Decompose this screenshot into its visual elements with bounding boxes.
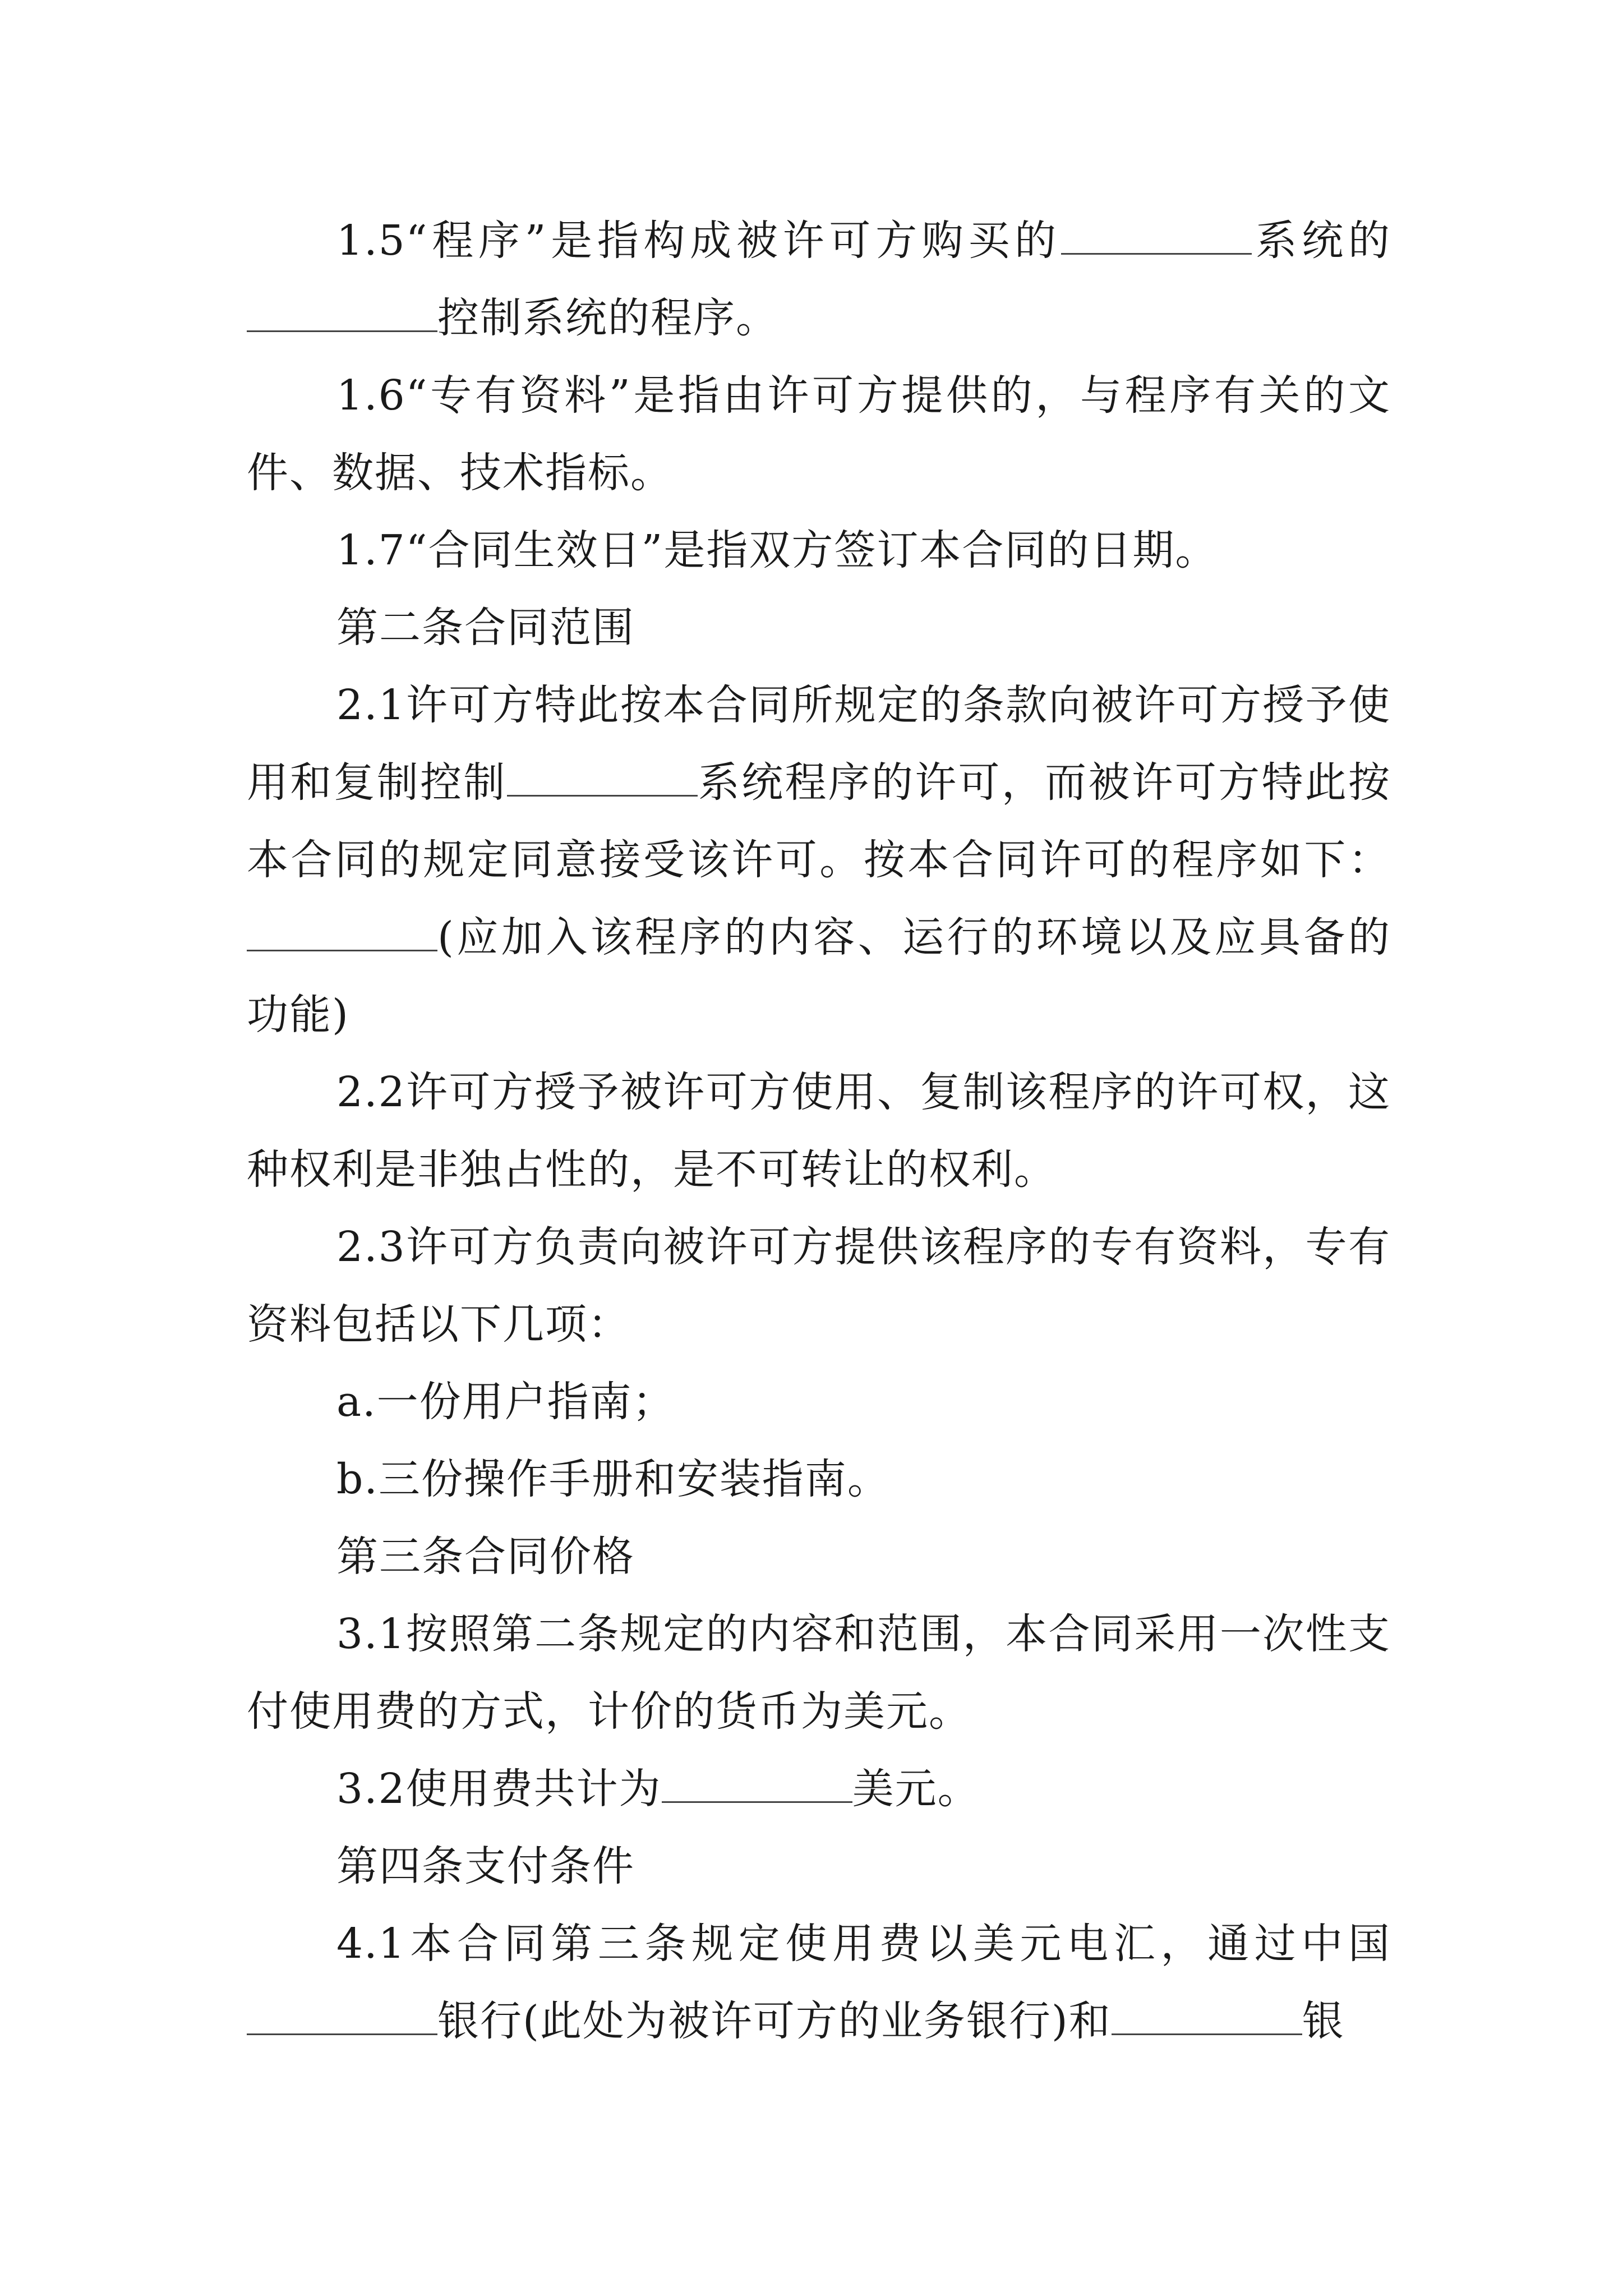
paragraph [247, 589, 1391, 666]
paragraph-text: 银 [1302, 1997, 1345, 2045]
paragraph [247, 1441, 1391, 1518]
paragraph [247, 512, 1391, 589]
fill-in-blank [247, 297, 437, 332]
paragraph-text: 1.7“合同生效日”是指双方签订本合同的日期。 [336, 526, 1218, 574]
paragraph-text: 系统程序的许可，而被许可方特此按本合同的规定同意接受该许可。按本合同许可的程序如下： [247, 758, 1391, 884]
paragraph [247, 1363, 1391, 1441]
paragraph [247, 1905, 1391, 2060]
fill-in-blank [247, 2000, 437, 2035]
paragraph-text: (应加入该程序的内容、运行的环境以及应具备的功能) [247, 913, 1391, 1039]
paragraph-text: 2.2许可方授予被许可方使用、复制该程序的许可权，这种权利是非独占性的，是不可转让的权利。 [247, 1068, 1391, 1194]
paragraph-text: 3.2使用费共计为 [336, 1765, 662, 1813]
fill-in-blank [662, 1768, 852, 1803]
paragraph [247, 1053, 1391, 1208]
paragraph-text: 第四条支付条件 [336, 1842, 635, 1890]
paragraph-text: 系统的 [1251, 217, 1391, 265]
fill-in-blank [507, 761, 698, 797]
paragraph-text: 4.1本合同第三条规定使用费以美元电汇，通过中国 [336, 1920, 1391, 1968]
paragraph-text: 第二条合同范围 [336, 604, 635, 652]
paragraph [247, 1750, 1391, 1828]
paragraph-text: b.三份操作手册和安装指南。 [336, 1455, 890, 1503]
paragraph-text: a.一份用户指南； [336, 1378, 675, 1426]
contract-body [247, 202, 1391, 2060]
paragraph [247, 666, 1391, 1053]
paragraph-text: 1.5“程序”是指构成被许可方购买的 [336, 217, 1061, 265]
fill-in-blank [1061, 219, 1252, 255]
paragraph-text: 控制系统的程序。 [437, 294, 778, 342]
paragraph [247, 202, 1391, 357]
paragraph-text: 1.6“专有资料”是指由许可方提供的，与程序有关的文件、数据、技术指标。 [247, 371, 1391, 497]
paragraph-text: 第三条合同价格 [336, 1533, 635, 1581]
paragraph-text: 3.1按照第二条规定的内容和范围，本合同采用一次性支付使用费的方式，计价的货币为美元。 [247, 1610, 1391, 1736]
fill-in-blank [247, 916, 437, 951]
paragraph [247, 1828, 1391, 1905]
paragraph [247, 1208, 1391, 1363]
paragraph [247, 1518, 1391, 1595]
paragraph [247, 1595, 1391, 1750]
paragraph-text: 2.1许可方特此按本合同所规定的条款向被许可方授予使用和复制控制 [247, 681, 1391, 807]
paragraph-text: 2.3许可方负责向被许可方提供该程序的专有资料，专有资料包括以下几项： [247, 1223, 1391, 1349]
fill-in-blank [1112, 2000, 1302, 2035]
paragraph-text: 银行(此处为被许可方的业务银行)和 [437, 1997, 1112, 2045]
paragraph [247, 357, 1391, 512]
paragraph-text: 美元。 [852, 1765, 980, 1813]
